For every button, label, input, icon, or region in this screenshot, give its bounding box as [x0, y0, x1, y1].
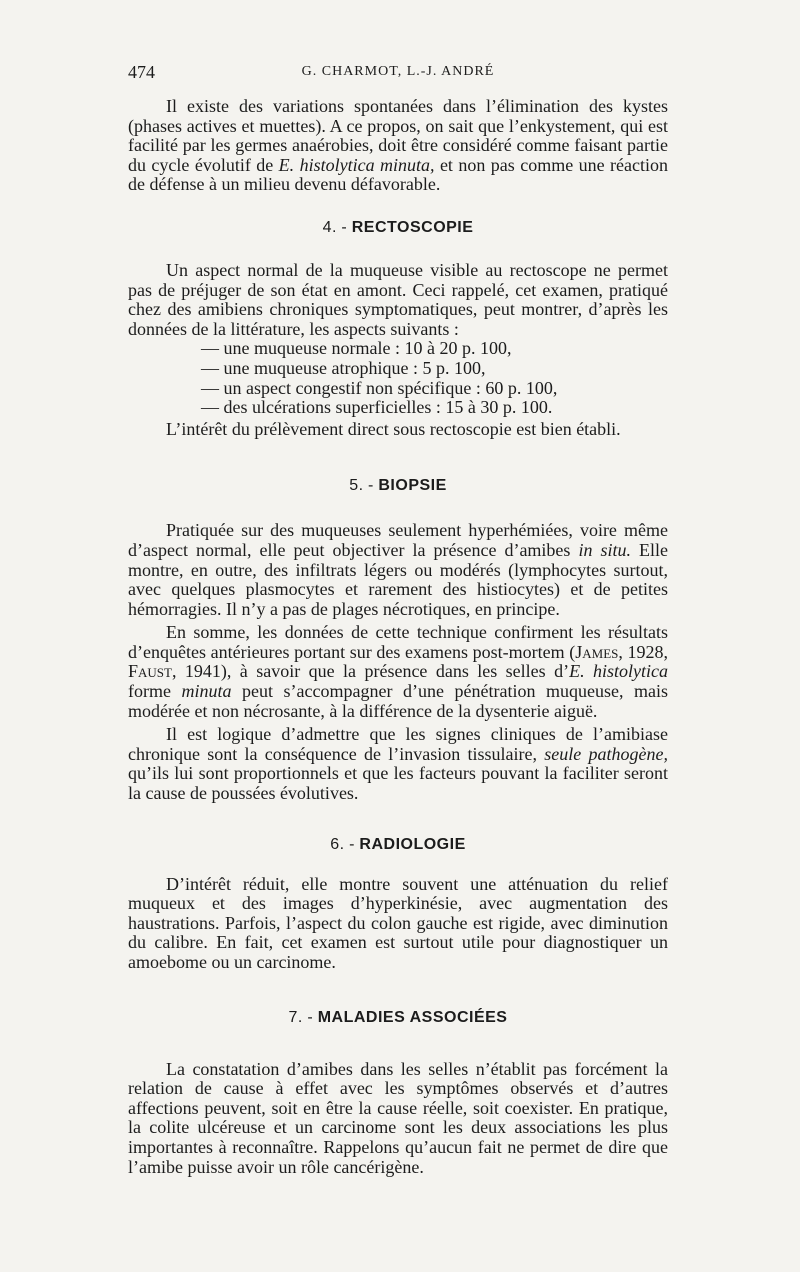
section-dash: -: [349, 835, 355, 853]
biopsie-paragraph-1: Pratiquée sur des muqueuses seulement hyperhémiées, voire même d’aspect normal, elle peut objectiver la présence d’amibes in situ. Elle montre, en outre, des infiltrats légers ou modérés (lymphocytes surtout, avec quelques plasmocytes et rarement des histiocytes) et de petites hémorragies. Il n’y a pas de plages nécrotiques, en principe.: [128, 520, 668, 619]
section-dash: -: [307, 1008, 314, 1026]
list-item: — une muqueuse normale : 10 à 20 p. 100,: [201, 338, 512, 359]
section-number: 6.: [330, 835, 345, 853]
section-number: 4.: [322, 218, 337, 236]
page-header: [128, 62, 668, 86]
section-title: RADIOLOGIE: [359, 835, 466, 853]
rectoscopie-paragraph: Un aspect normal de la muqueuse visible au rectoscope ne permet pas de préjuger de son état en amont. Ceci rappelé, cet examen, pratiqué chez des amibiens chroniques symptomatiques, peut montrer, d’après les données de la littérature, les aspects suivants :: [128, 259, 668, 339]
section-number: 7.: [288, 1008, 303, 1026]
section-number: 5.: [349, 477, 364, 495]
species-name: E. histolytica minuta,: [278, 154, 435, 175]
section-dash: -: [368, 477, 374, 495]
biopsie-paragraph-3: Il est logique d’admettre que les signes cliniques de l’amibiase chronique sont la conséquence de l’invasion tissulaire, seule pathogène, qu’ils lui sont proportionnels et que les facteurs pouvant la faciliter seront la cause de poussées évolutives.: [128, 724, 668, 804]
list-item: — des ulcérations superficielles : 15 à 30 p. 100.: [201, 397, 553, 418]
rectoscopie-findings-list: [128, 339, 668, 417]
section-dash: -: [341, 218, 348, 236]
article-body: [128, 97, 668, 1177]
page-number: 474: [128, 62, 155, 82]
section-title: MALADIES ASSOCIÉES: [317, 1008, 508, 1026]
radiologie-paragraph: D’intérêt réduit, elle montre souvent une atténuation du relief muqueux et des images d’hyperkinésie, avec augmentation des haustrations. Parfois, l’aspect du colon gauche est rigide, avec diminution du calibre. En fait, cet examen est surtout utile pour diagnostiquer un amoebome ou un carcinome.: [128, 873, 668, 972]
rectoscopie-conclusion: L’intérêt du prélèvement direct sous rectoscopie est bien établi.: [166, 418, 621, 439]
section-heading-maladies-associees: [128, 1007, 668, 1029]
list-item: — une muqueuse atrophique : 5 p. 100,: [201, 357, 486, 378]
section-heading-radiologie: [128, 834, 668, 856]
intro-paragraph: Il existe des variations spontanées dans l’élimination des kystes (phases actives et muettes). A ce propos, on sait que l’enkystement, qui est facilité par les germes anaérobies, doit être considéré comme faisant partie du cycle évolutif de E. histolytica minuta, et non pas comme une réaction de défense à un milieu devenu défavorable.: [128, 96, 669, 195]
citation-author: James,: [575, 641, 623, 662]
section-title: RECTOSCOPIE: [351, 218, 474, 236]
section-heading-rectoscopie: [128, 217, 668, 239]
section-title: BIOPSIE: [378, 477, 447, 495]
section-heading-biopsie: [128, 475, 668, 497]
running-head-authors: G. CHARMOT, L.-J. ANDRÉ: [301, 64, 495, 79]
biopsie-paragraph-2: En somme, les données de cette technique confirment les résultats d’enquêtes antérieures portant sur des examens post-mortem (James, 1928, Faust, 1941), à savoir que la présence dans les selles d’E. histolytica forme minuta peut s’accompagner d’une pénétration muqueuse, mais modérée et non nécrosante, à la différence de la dysenterie aiguë.: [128, 622, 669, 721]
maladies-associees-paragraph: La constatation d’amibes dans les selles n’établit pas forcément la relation de cause à effet avec les symptômes observés et d’autres affections peuvent, soit en être la cause réelle, soit coexister. En pratique, la colite ulcéreuse et un carcinome sont les deux associations les plus importantes à reconnaître. Rappelons qu’aucun fait ne permet de dire que l’amibe puisse avoir un rôle cancérigène.: [128, 1058, 668, 1177]
citation-author: Faust,: [128, 661, 177, 682]
list-item: — un aspect congestif non spécifique : 60 p. 100,: [201, 377, 558, 398]
